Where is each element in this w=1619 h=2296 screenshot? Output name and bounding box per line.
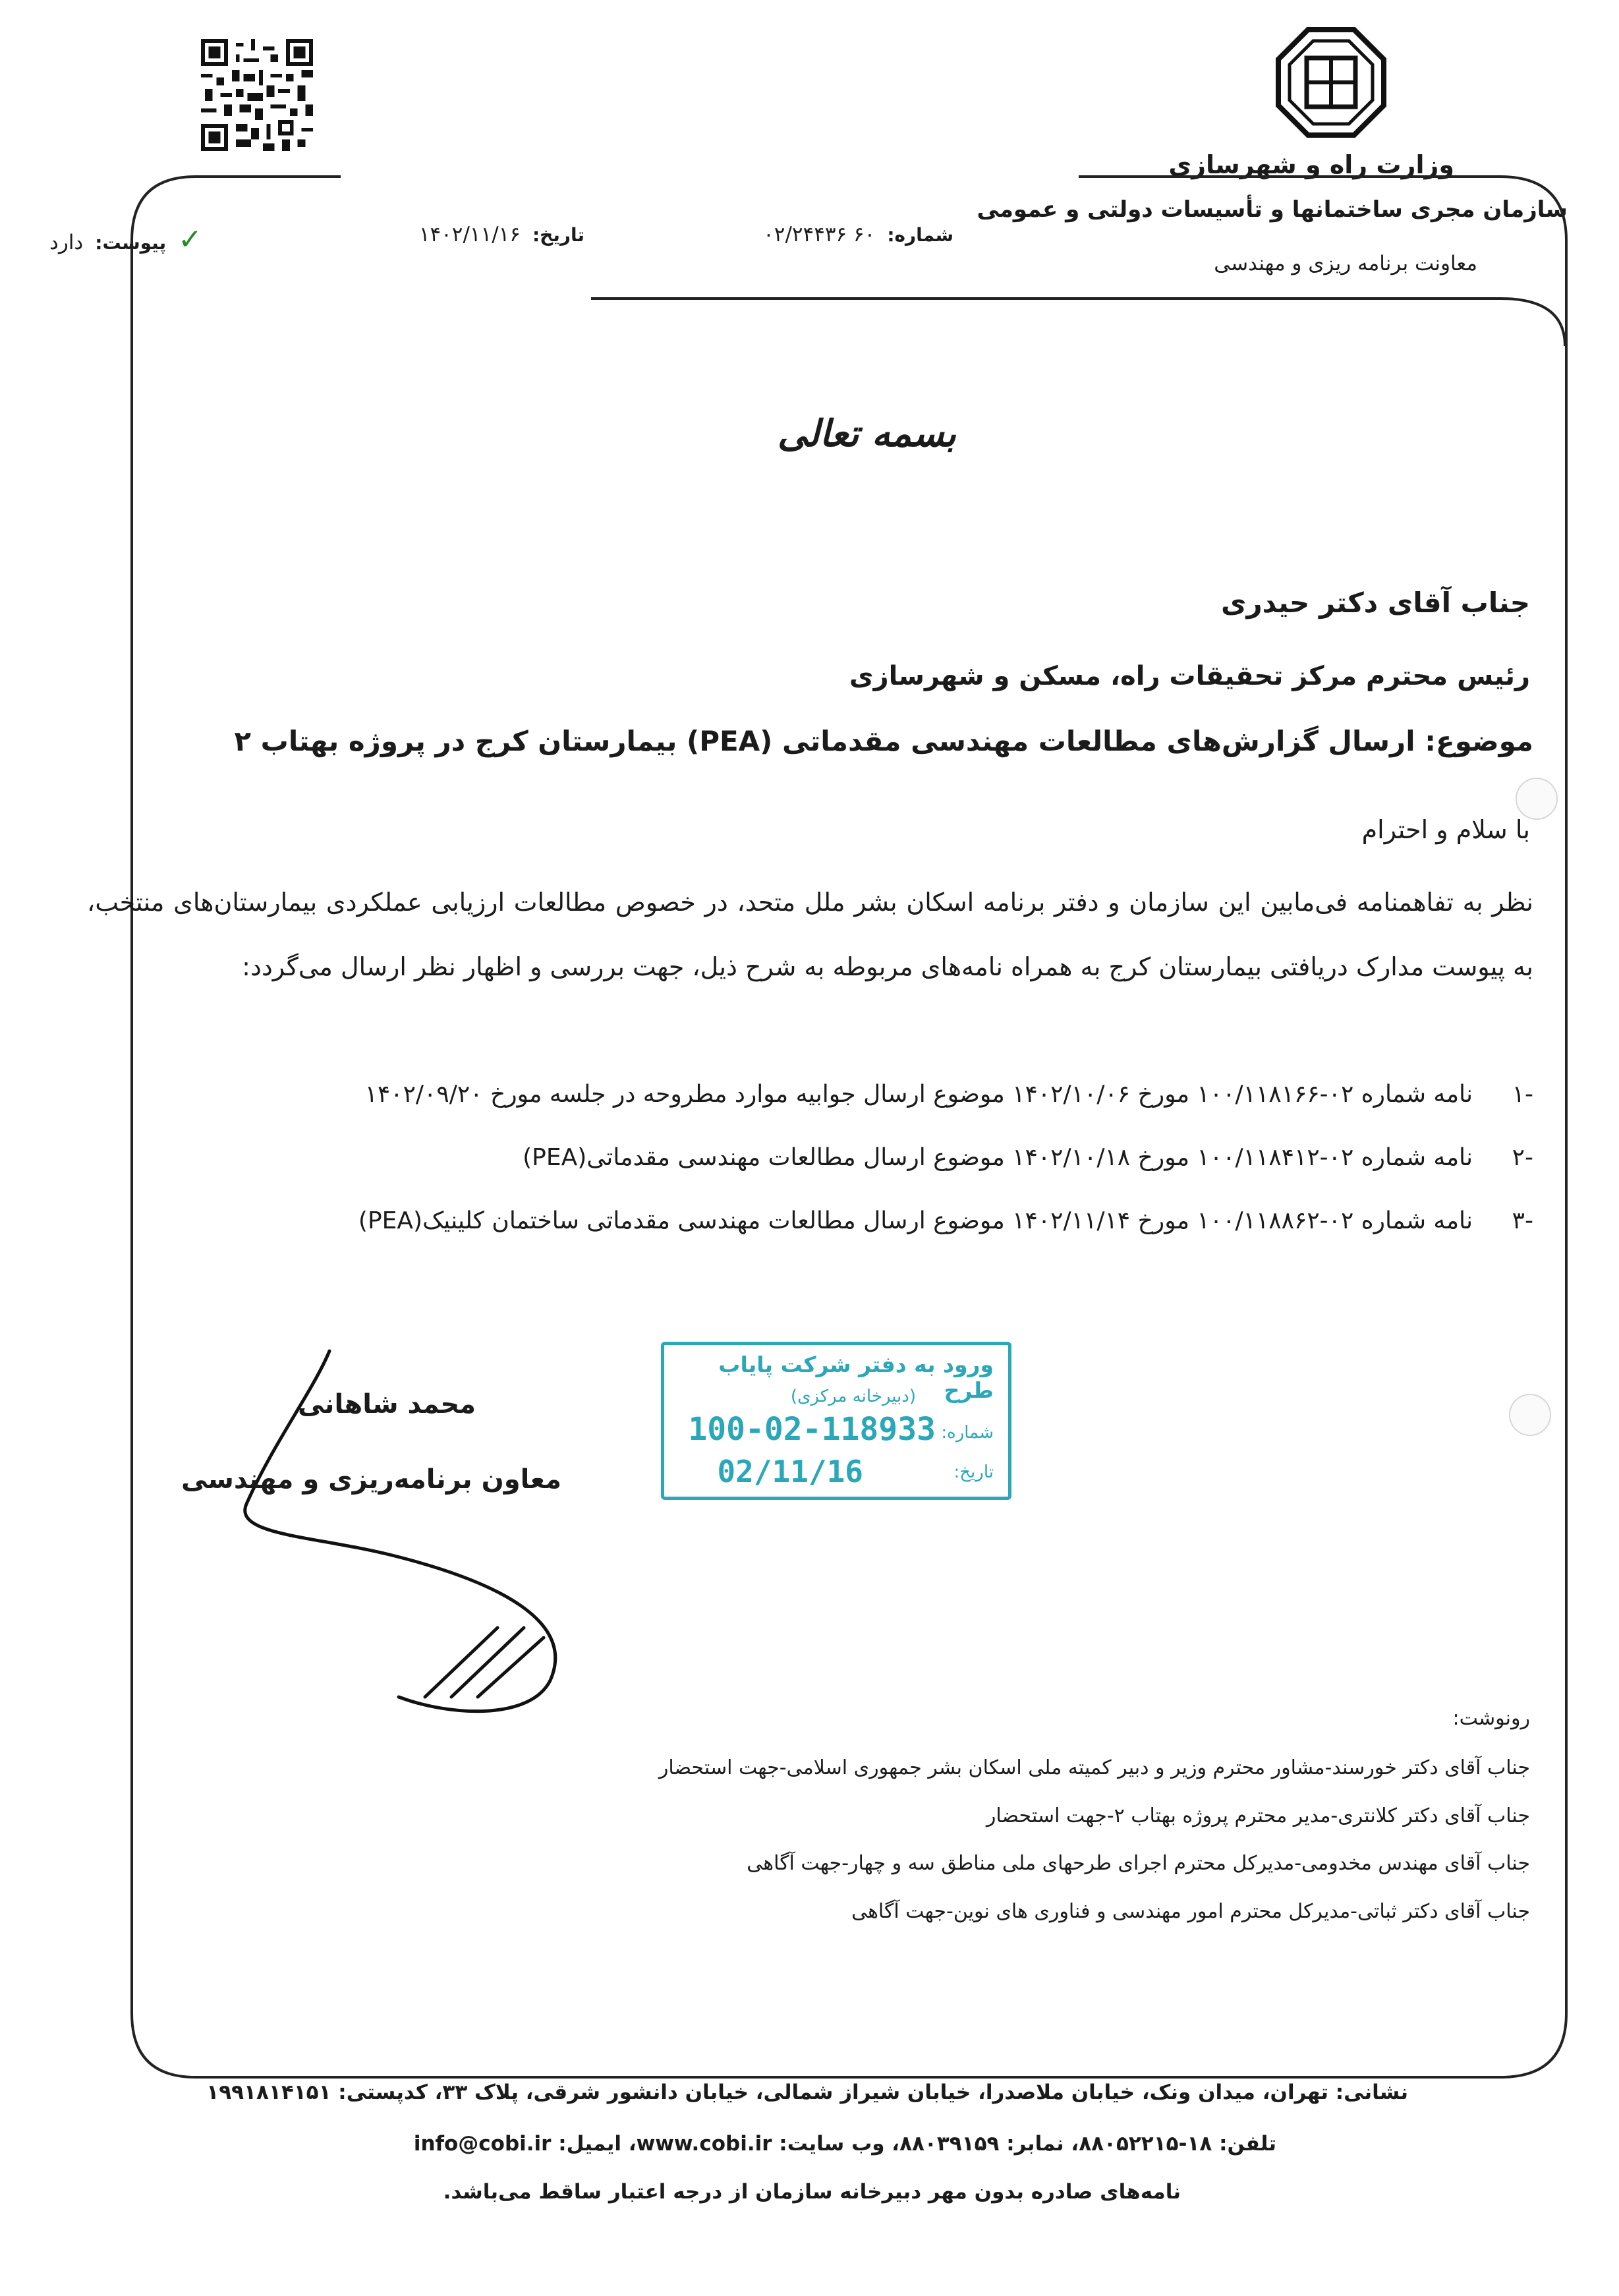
signatory-name: محمد شاهانی <box>297 1389 476 1420</box>
ministry-name: وزارت راه و شهرسازی <box>1168 150 1454 179</box>
reference-number: -۲ <box>1512 1144 1533 1171</box>
stamp-date-value: 02/11/16 <box>717 1454 863 1489</box>
reference-list <box>87 1081 1533 1271</box>
stamp-subtitle: (دبیرخانه مرکزی) <box>790 1387 916 1406</box>
reference-text: نامه شماره ۰۲-۱۰۰/۱۱۸۱۶۶ مورخ ۱۴۰۲/۱۰/۰۶ موضوع ارسال جوابیه موارد مطروحه در جلسه مورخ ۱۴۰۲/۰۹/۲۰ <box>364 1081 1473 1108</box>
letter-date-label: تاریخ: <box>532 224 584 246</box>
reference-item <box>87 1081 1533 1144</box>
ministry-logo-icon <box>1275 26 1387 138</box>
checkmark-icon: ✓ <box>178 223 202 256</box>
stamp-date-label: تاریخ: <box>953 1462 994 1482</box>
basmala: بسمه تعالی <box>778 412 956 455</box>
cc-item: جناب آقای دکتر خورسند-مشاور محترم وزیر و دبیر کمیته ملی اسکان بشر جمهوری اسلامی-جهت استحضار <box>658 1756 1530 1779</box>
cc-item: جناب آقای دکتر ثباتی-مدیرکل محترم امور مهندسی و فناوری های نوین-جهت آگاهی <box>851 1900 1530 1923</box>
letter-body: نظر به تفاهمنامه فی‌مابین این سازمان و دفتر برنامه اسکان بشر ملل متحد، در خصوص مطالعات ارزیابی عملکردی بیمارستان‌های منتخب، به پیوست مدارک دریافتی بیمارستان کرج به همراه نامه‌های مربوطه به شرح ذیل، جهت بررسی و اظهار نظر ارسال می‌گردد: <box>87 888 1533 981</box>
deputy-name: معاونت برنامه ریزی و مهندسی <box>1214 252 1477 275</box>
cc-item: جناب آقای مهندس مخدومی-مدیرکل محترم اجرای طرحهای ملی مناطق سه و چهار-جهت آگاهی <box>747 1852 1530 1875</box>
reference-text: نامه شماره ۰۲-۱۰۰/۱۱۸۴۱۲ مورخ ۱۴۰۲/۱۰/۱۸ موضوع ارسال مطالعات مهندسی مقدماتی(PEA) <box>523 1144 1473 1171</box>
cc-item: جناب آقای دکتر کلانتری-مدیر محترم پروژه بهتاب ۲-جهت استحضار <box>986 1804 1530 1827</box>
stamp-number-value: 100-02-118933 <box>688 1411 936 1448</box>
reference-text: نامه شماره ۰۲-۱۰۰/۱۱۸۸۶۲ مورخ ۱۴۰۲/۱۱/۱۴ موضوع ارسال مطالعات مهندسی مقدماتی ساختمان کلینیک(PEA) <box>358 1207 1473 1234</box>
reference-item <box>87 1207 1533 1271</box>
letter-subject: موضوع: ارسال گزارش‌های مطالعات مهندسی مقدماتی (PEA) بیمارستان کرج در پروژه بهتاب ۲ <box>234 725 1533 757</box>
qr-code-icon <box>201 36 313 154</box>
reference-number: -۳ <box>1512 1207 1533 1234</box>
recipient-role: رئیس محترم مرکز تحقیقات راه، مسکن و شهرسازی <box>849 661 1530 691</box>
punch-hole <box>1509 1394 1551 1436</box>
recipient-name: جناب آقای دکتر حیدری <box>1220 587 1530 619</box>
letter-number-value: ۶۰ ۰۲/۲۴۴۳۶ <box>763 223 876 246</box>
attachment-value: دارد <box>49 231 84 254</box>
stamp-number-label: شماره: <box>941 1423 994 1443</box>
signatory-title: معاون برنامه‌ریزی و مهندسی <box>181 1464 561 1495</box>
letter-number-label: شماره: <box>887 224 953 246</box>
footer-contact: تلفن: ۱۸-۸۸۰۵۲۲۱۵، نمابر: ۸۸۰۳۹۱۵۹، وب سایت: www.cobi.ir، ایمیل: info@cobi.ir <box>413 2132 1276 2156</box>
attachment-label: پیوست: <box>95 232 167 254</box>
greeting: با سلام و احترام <box>1361 815 1530 844</box>
stamp-title: ورود به دفتر شرکت پایاب طرح <box>718 1352 994 1403</box>
reference-number: -۱ <box>1512 1081 1533 1108</box>
cc-label: رونوشت: <box>1452 1707 1530 1730</box>
punch-hole <box>1516 778 1558 820</box>
received-stamp <box>661 1342 1011 1500</box>
footer-address: نشانی: تهران، میدان ونک، خیابان ملاصدرا، خیابان شیراز شمالی، خیابان دانشور شرقی، پلاک ۳۳، کدپستی: ۱۹۹۱۸۱۴۱۵۱ <box>206 2081 1408 2104</box>
reference-item <box>87 1144 1533 1207</box>
footer-validity-note: نامه‌های صادره بدون مهر دبیرخانه سازمان از درجه اعتبار ساقط می‌باشد. <box>443 2180 1181 2204</box>
letter-date-value: ۱۴۰۲/۱۱/۱۶ <box>418 223 521 246</box>
organization-name: سازمان مجری ساختمانها و تأسیسات دولتی و عمومی <box>977 196 1568 223</box>
